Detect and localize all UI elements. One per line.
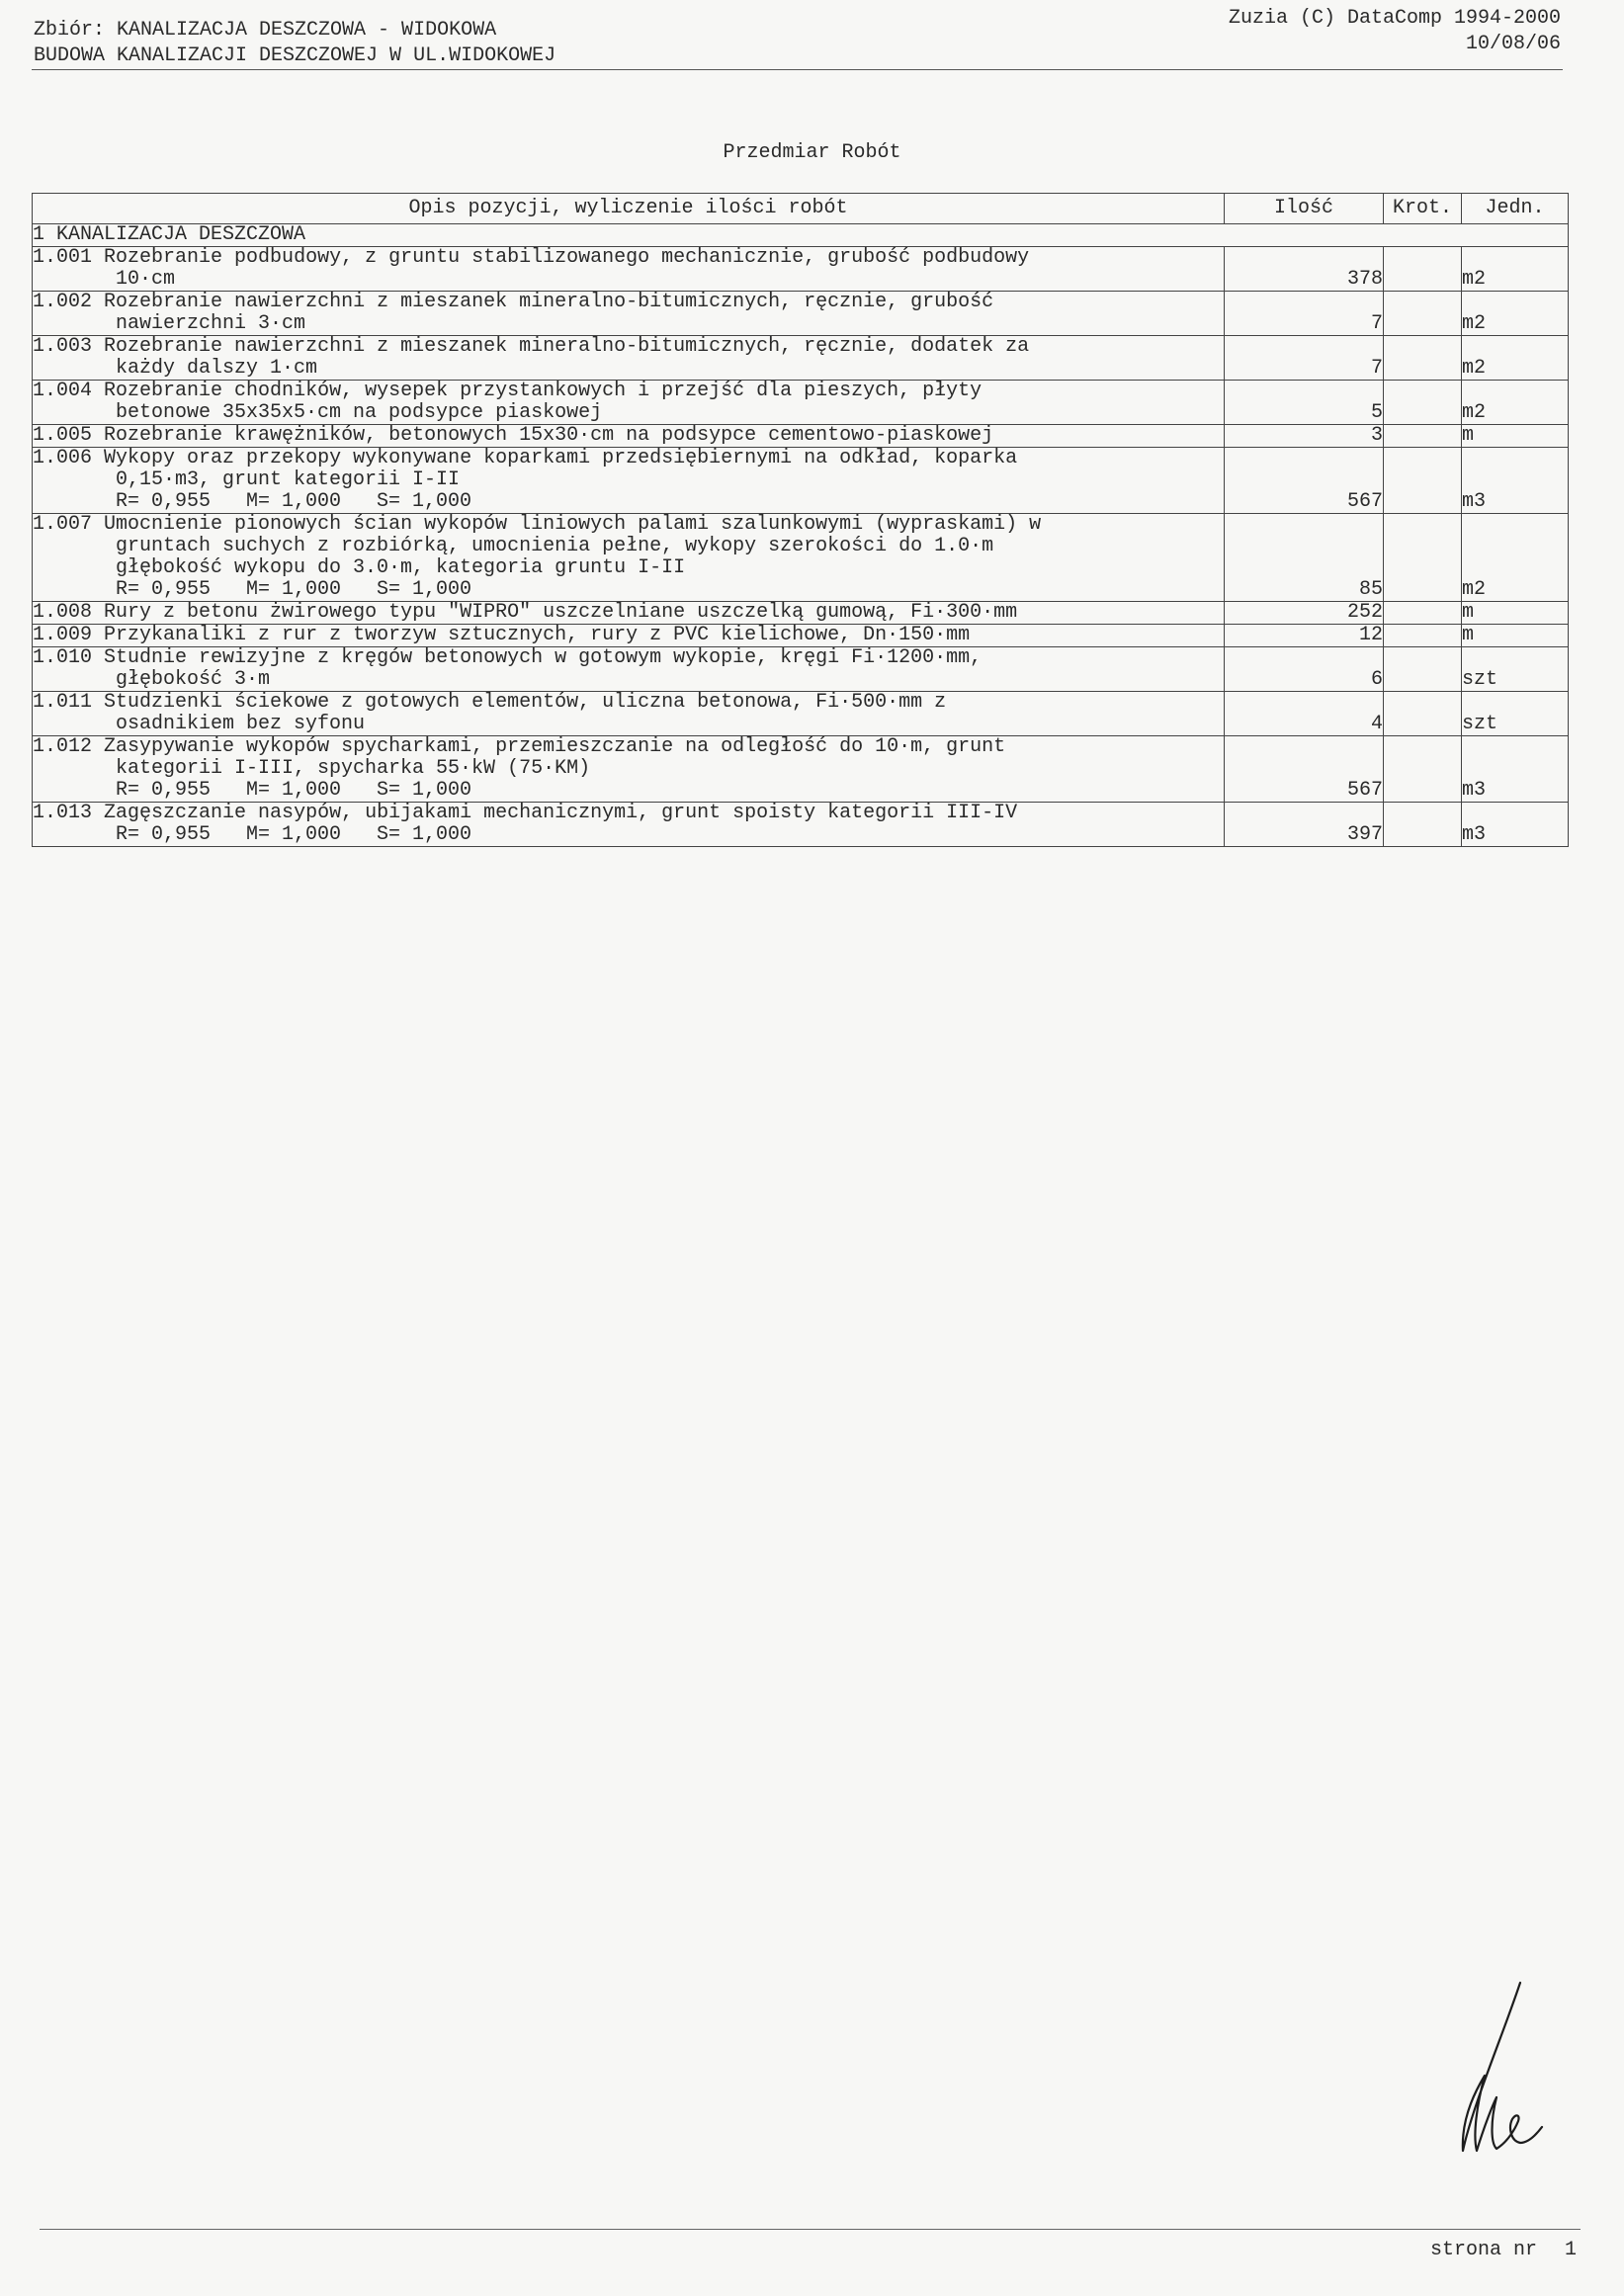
item-multiplier [1384,514,1462,602]
item-description [33,602,1225,625]
item-multiplier [1384,803,1462,847]
table-row [33,803,1569,847]
document-header-right [1229,6,1561,57]
item-description-line: kategorii I-III, spycharka 55·kW (75·KM) [116,757,591,780]
item-multiplier [1384,425,1462,448]
item-number: 1.007 [33,513,93,536]
item-multiplier [1384,602,1462,625]
item-unit: m2 [1462,514,1569,602]
document-date: 10/08/06 [1465,33,1561,55]
item-description-line: R= 0,955 M= 1,000 S= 1,000 [116,779,472,802]
column-header-description: Opis pozycji, wyliczenie ilości robót [33,194,1225,224]
item-quantity: 5 [1225,381,1384,425]
item-description-line: 0,15·m3, grunt kategorii I-II [116,468,461,491]
item-multiplier [1384,448,1462,514]
item-description [33,625,1225,647]
item-number: 1.003 [33,335,93,358]
item-number: 1.010 [33,646,93,669]
footer-divider [40,2229,1581,2230]
item-number: 1.002 [33,291,93,313]
document-title: Przedmiar Robót [723,141,901,164]
item-number: 1.012 [33,735,93,758]
item-number: 1.005 [33,424,93,447]
table-header-row [33,194,1569,224]
item-description [33,336,1225,381]
collection-name: Zbiór: KANALIZACJA DESZCZOWA - WIDOKOWA [34,19,497,42]
item-description-line: Przykanaliki z rur z tworzyw sztucznych, rury z PVC kielichowe, Dn·150·mm [104,624,971,646]
table-row [33,381,1569,425]
software-credit: Zuzia (C) DataComp 1994-2000 [1228,7,1561,30]
item-number: 1.008 [33,601,93,624]
item-description-line: gruntach suchych z rozbiórką, umocnienia pełne, wykopy szerokości do 1.0·m [116,535,994,557]
item-number: 1.006 [33,447,93,469]
item-multiplier [1384,692,1462,736]
table-row [33,247,1569,292]
item-description-line: R= 0,955 M= 1,000 S= 1,000 [116,490,472,513]
item-quantity: 397 [1225,803,1384,847]
item-description-line: Studzienki ściekowe z gotowych elementów, uliczna betonowa, Fi·500·mm z [104,691,947,714]
item-multiplier [1384,292,1462,336]
item-number: 1.009 [33,624,93,646]
item-quantity: 6 [1225,647,1384,692]
item-number: 1.011 [33,691,93,714]
item-unit: m [1462,425,1569,448]
item-description-line: Zagęszczanie nasypów, ubijakami mechanicznymi, grunt spoisty kategorii III-IV [104,802,1018,824]
column-header-quantity: Ilość [1225,194,1384,224]
item-description-line: Zasypywanie wykopów spycharkami, przemieszczanie na odległość do 10·m, grunt [104,735,1006,758]
table-row [33,647,1569,692]
item-description-line: Rozebranie podbudowy, z gruntu stabilizowanego mechanicznie, grubość podbudowy [104,246,1030,269]
header-divider [32,69,1563,70]
table-row [33,514,1569,602]
item-description-line: głębokość 3·m [116,668,271,691]
item-description-line: 10·cm [116,268,176,291]
item-description-line: osadnikiem bez syfonu [116,713,366,735]
section-title: 1 KANALIZACJA DESZCZOWA [33,224,1569,247]
item-description-line: Umocnienie pionowych ścian wykopów liniowych palami szalunkowymi (wypraskami) w [104,513,1042,536]
item-number: 1.001 [33,246,93,269]
item-description-line: nawierzchni 3·cm [116,312,306,335]
item-quantity: 12 [1225,625,1384,647]
item-description-line: Rury z betonu żwirowego typu "WIPRO" uszczelniane uszczelką gumową, Fi·300·mm [104,601,1018,624]
item-description-line: głębokość wykopu do 3.0·m, kategoria gruntu I-II [116,556,686,579]
item-unit: m [1462,625,1569,647]
item-description-line: R= 0,955 M= 1,000 S= 1,000 [116,578,472,601]
item-description [33,692,1225,736]
page-number: 1 [1564,2239,1577,2261]
bill-of-quantities-table [32,193,1569,847]
document-header-left [34,18,556,69]
item-multiplier [1384,736,1462,803]
item-multiplier [1384,336,1462,381]
item-description-line: R= 0,955 M= 1,000 S= 1,000 [116,823,472,846]
signature-icon [1433,1977,1552,2155]
item-quantity: 567 [1225,448,1384,514]
item-description [33,381,1225,425]
table-row [33,336,1569,381]
item-unit: m2 [1462,381,1569,425]
column-header-unit: Jedn. [1462,194,1569,224]
item-description [33,514,1225,602]
item-description-line: betonowe 35x35x5·cm na podsypce piaskowej [116,401,603,424]
item-unit: m2 [1462,292,1569,336]
table-row [33,602,1569,625]
item-unit: m2 [1462,336,1569,381]
table-row [33,736,1569,803]
item-quantity: 3 [1225,425,1384,448]
item-description [33,425,1225,448]
item-description-line: Rozebranie chodników, wysepek przystankowych i przejść dla pieszych, płyty [104,380,983,402]
table-row [33,448,1569,514]
item-description-line: Rozebranie krawężników, betonowych 15x30·cm na podsypce cementowo-piaskowej [104,424,994,447]
item-number: 1.004 [33,380,93,402]
item-description-line: Rozebranie nawierzchni z mieszanek mineralno-bitumicznych, ręcznie, grubość [104,291,994,313]
item-quantity: 378 [1225,247,1384,292]
item-multiplier [1384,647,1462,692]
item-multiplier [1384,247,1462,292]
item-description [33,292,1225,336]
item-quantity: 567 [1225,736,1384,803]
item-description-line: Studnie rewizyjne z kręgów betonowych w gotowym wykopie, kręgi Fi·1200·mm, [104,646,983,669]
item-number: 1.013 [33,802,93,824]
item-multiplier [1384,381,1462,425]
item-description [33,803,1225,847]
item-quantity: 252 [1225,602,1384,625]
item-unit: m2 [1462,247,1569,292]
page-label: strona nr [1429,2239,1537,2261]
item-description [33,736,1225,803]
table-row [33,692,1569,736]
item-description-line: każdy dalszy 1·cm [116,357,318,380]
item-description [33,247,1225,292]
item-description [33,448,1225,514]
project-name: BUDOWA KANALIZACJI DESZCZOWEJ W UL.WIDOKOWEJ [34,44,556,67]
item-unit: m3 [1462,448,1569,514]
item-multiplier [1384,625,1462,647]
table-row [33,292,1569,336]
item-description-line: Rozebranie nawierzchni z mieszanek mineralno-bitumicznych, ręcznie, dodatek za [104,335,1030,358]
column-header-multiplier: Krot. [1384,194,1462,224]
item-description [33,647,1225,692]
item-unit: szt [1462,692,1569,736]
table-row [33,625,1569,647]
item-quantity: 7 [1225,336,1384,381]
item-quantity: 7 [1225,292,1384,336]
item-unit: m3 [1462,803,1569,847]
section-row [33,224,1569,247]
page-number-label [1430,2239,1577,2261]
item-unit: m [1462,602,1569,625]
item-unit: m3 [1462,736,1569,803]
table-row [33,425,1569,448]
item-quantity: 4 [1225,692,1384,736]
item-description-line: Wykopy oraz przekopy wykonywane koparkami przedsiębiernymi na odkład, koparka [104,447,1018,469]
item-quantity: 85 [1225,514,1384,602]
item-unit: szt [1462,647,1569,692]
